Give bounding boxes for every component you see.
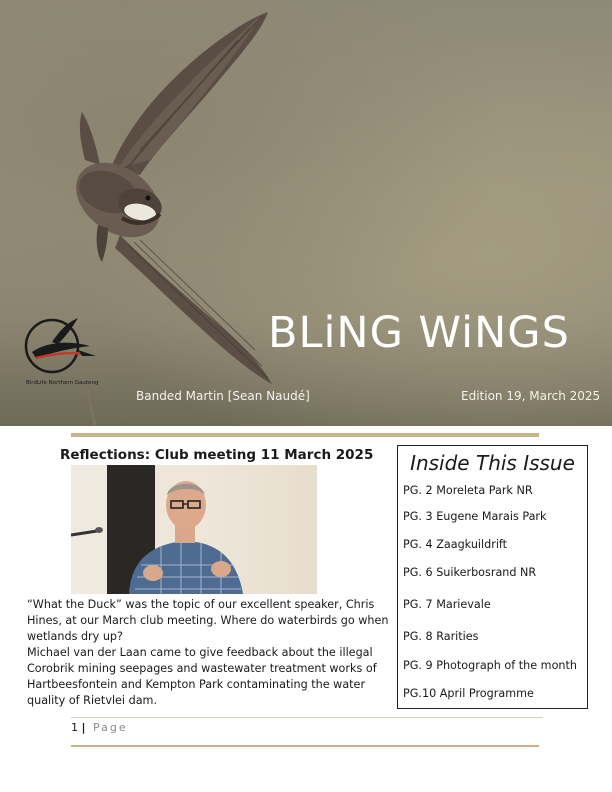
toc-item[interactable]: PG. 4 Zaagkuildrift	[403, 538, 508, 551]
page-separator: |	[81, 721, 86, 734]
article-paragraph: Michael van der Laan came to give feedback about the illegal Corobrik mining seepages and wastewater treatment works of Hartbeesfontein and Kempton Park contaminating the water quality of Rietvlei dam.	[27, 646, 377, 707]
footer-rule	[71, 745, 539, 747]
section-divider	[71, 433, 539, 437]
toc-item[interactable]: PG.10 April Programme	[403, 687, 534, 700]
photo-caption: Banded Martin [Sean Naudé]	[136, 389, 310, 403]
toc-item[interactable]: PG. 6 Suikerbosrand NR	[403, 566, 537, 579]
page-label: Page	[93, 721, 128, 734]
speaker-illustration	[71, 465, 317, 594]
sidebar-title: Inside This Issue	[410, 451, 575, 475]
page-number	[71, 721, 128, 734]
article-heading: Reflections: Club meeting 11 March 2025	[60, 447, 374, 463]
toc-item[interactable]: PG. 3 Eugene Marais Park	[403, 510, 547, 523]
edition-label: Edition 19, March 2025	[461, 389, 601, 403]
toc-item[interactable]: PG. 8 Rarities	[403, 630, 479, 643]
toc-item[interactable]: PG. 9 Photograph of the month	[403, 659, 577, 672]
inside-this-issue-box	[397, 445, 588, 709]
svg-text:BirdLife Northern Gauteng: BirdLife Northern Gauteng	[26, 380, 99, 386]
newsletter-title: BLiNG WiNGS	[268, 308, 570, 358]
toc-item[interactable]: PG. 2 Moreleta Park NR	[403, 484, 533, 497]
article-paragraph: “What the Duck” was the topic of our excellent speaker, Chris Hines, at our March club meeting. Where do waterbirds go when wetlands dry up?	[27, 598, 389, 643]
page-number-value: 1	[71, 721, 78, 734]
toc-item[interactable]: PG. 7 Marievale	[403, 598, 491, 611]
club-logo	[22, 312, 104, 390]
footer-divider	[71, 717, 543, 718]
article-body	[27, 597, 392, 709]
speaker-photo	[71, 465, 317, 594]
